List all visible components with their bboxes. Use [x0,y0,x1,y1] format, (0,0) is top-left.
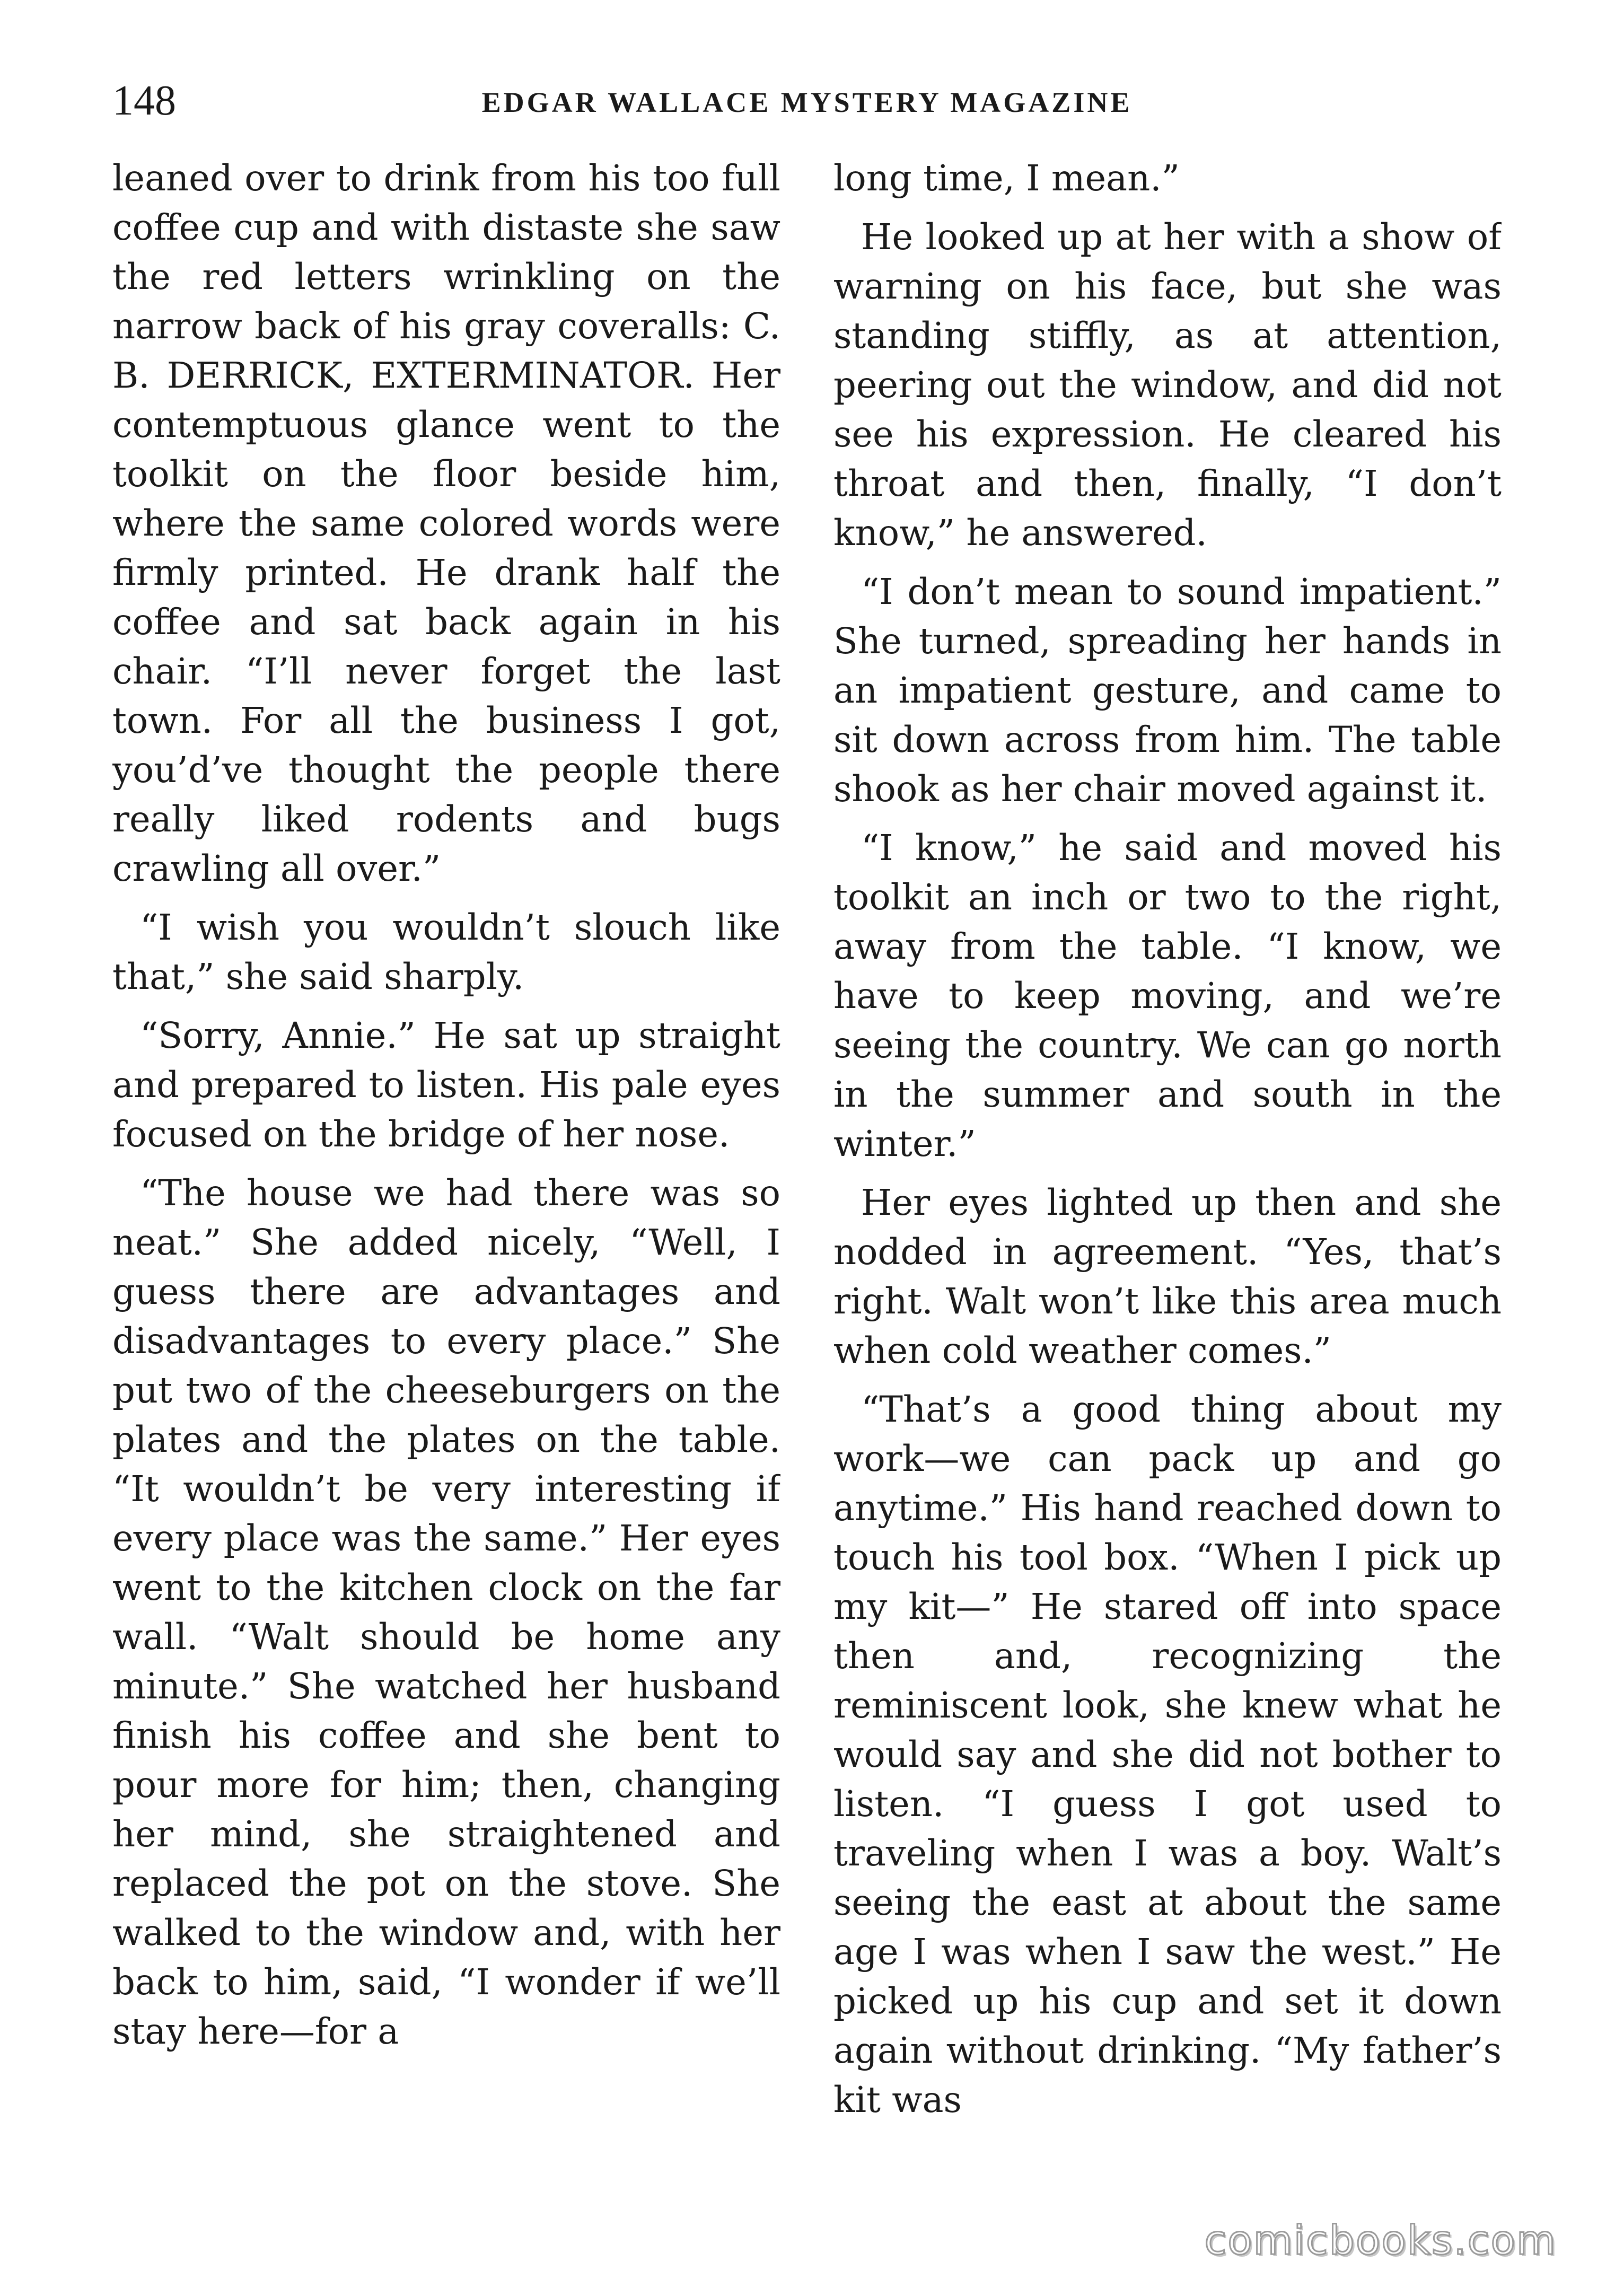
paragraph: Her eyes lighted up then and she nodded in agreement. “Yes, that’s right. Walt won’t like this area much when cold weather comes.” [833,1182,1502,1371]
right-text-column [833,154,1502,2222]
paragraph: “Sorry, Annie.” He sat up straight and prepared to listen. His pale eyes focused on the bridge of her nose. [112,1015,780,1155]
page-header [112,74,1502,127]
paragraph: “I wish you wouldn’t slouch like that,” she said sharply. [112,907,780,997]
paragraph: “I don’t mean to sound impatient.” She turned, spreading her hands in an impatient gesture, and came to sit down across from him. The table shook as her chair moved against it. [833,571,1502,810]
running-head: EDGAR WALLACE MYSTERY MAGAZINE [481,86,1133,118]
paragraph: long time, I mean.” [833,157,1180,199]
watermark: comicbooks.com [1204,2216,1557,2264]
paragraph: He looked up at her with a show of warning on his face, but she was standing stiffly, as at attention, peering out the window, and did not see his expression. He cleared his throat and then, finally, “I don’t know,” he answered. [833,216,1502,554]
paragraph: “That’s a good thing about my work—we can pack up and go anytime.” His hand reached down to touch his tool box. “When I pick up my kit—” He stared off into space then and, recognizing the reminiscent look, she knew what he would say and she did not bother to listen. “I guess I got used to traveling when I was a boy. Walt’s seeing the east at about the same age I was when I saw the west.” He picked up his cup and set it down again without drinking. “My father’s kit was [833,1389,1502,2120]
page-number: 148 [112,77,176,124]
paragraph: “The house we had there was so neat.” She added nicely, “Well, I guess there are advantages and disadvantages to every place.” She put two of the cheeseburgers on the plates and the plates on the table. “It wouldn’t be very interesting if every place was the same.” Her eyes went to the kitchen clock on the far wall. “Walt should be home any minute.” She watched her husband finish his coffee and she bent to pour more for him; then, changing her mind, she straightened and replaced the pot on the stove. She walked to the window and, with her back to him, said, “I wonder if we’ll stay here—for a [112,1172,780,2052]
left-text-column [112,154,780,2222]
paragraph: “I know,” he said and moved his toolkit an inch or two to the right, away from the table. “I know, we have to keep moving, and we’re seeing the country. We can go north in the summer and south in the winter.” [833,827,1502,1164]
paragraph: leaned over to drink from his too full coffee cup and with distaste she saw the red letters wrinkling on the narrow back of his gray coveralls: C. B. DERRICK, EXTERMINATOR. Her contemptuous glance went to the toolkit on the floor beside him, where the same colored words were firmly printed. He drank half the coffee and sat back again in his chair. “I’ll never forget the last town. For all the business I got, you’d’ve thought the people there really liked rodents and bugs crawling all over.” [112,157,780,889]
